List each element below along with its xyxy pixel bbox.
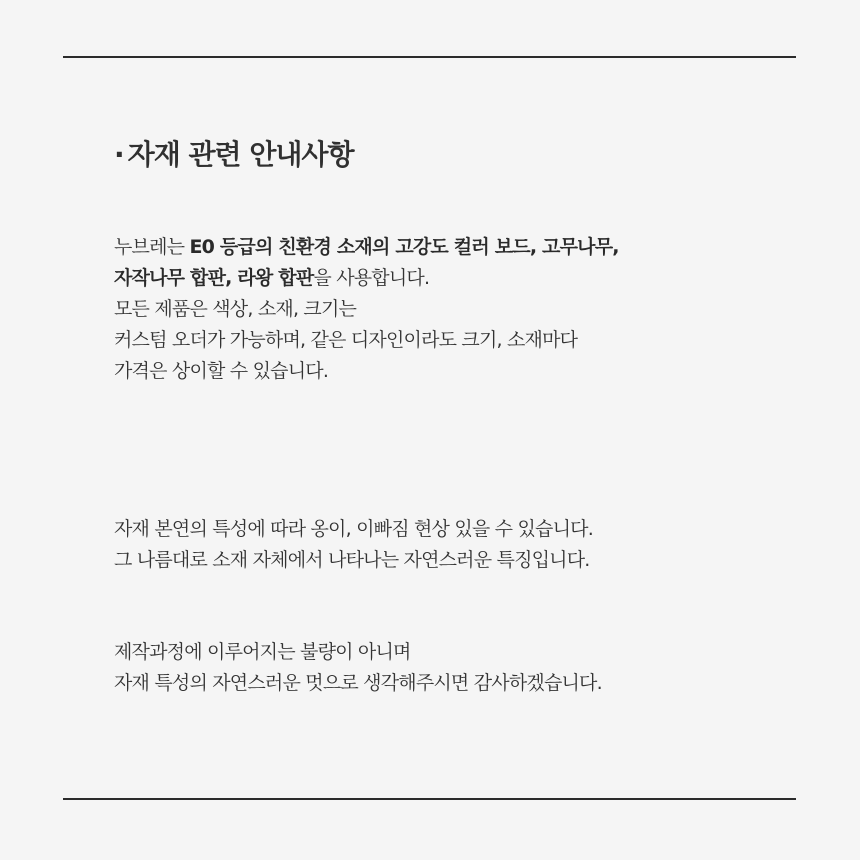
nature-line-1: 자재 본연의 특성에 따라 옹이, 이빠짐 현상 있을 수 있습니다. [114,518,593,540]
intro-paragraph [114,232,619,387]
title-text: 자재 관련 안내사항 [127,138,354,171]
intro-line-1-prefix: 누브레는 [114,236,190,258]
intro-line-4: 커스텀 오더가 가능하며, 같은 디자인이라도 크기, 소재마다 [114,329,578,351]
intro-line-1 [114,232,619,263]
nature-line-2: 그 나름대로 소재 자체에서 나타나는 자연스러운 특징입니다. [114,549,590,571]
material-nature-paragraph [114,514,593,576]
closing-line-2: 자재 특성의 자연스러운 멋으로 생각해주시면 감사하겠습니다. [114,672,602,694]
intro-line-2 [114,263,619,294]
intro-line-3: 모든 제품은 색상, 소재, 크기는 [114,298,357,320]
page-title [114,133,354,173]
top-divider [63,56,796,58]
bottom-divider [63,798,796,800]
intro-line-1-emphasis: E0 등급의 친환경 소재의 고강도 컬러 보드, 고무나무, [189,236,619,258]
closing-line-1: 제작과정에 이루어지는 불량이 아니며 [114,641,411,663]
closing-paragraph [114,637,602,699]
intro-line-2-emphasis: 자작나무 합판, 라왕 합판 [114,267,314,289]
intro-line-2-suffix: 을 사용합니다. [313,267,430,289]
title-bullet: · [114,138,124,171]
intro-line-5: 가격은 상이할 수 있습니다. [114,360,329,382]
